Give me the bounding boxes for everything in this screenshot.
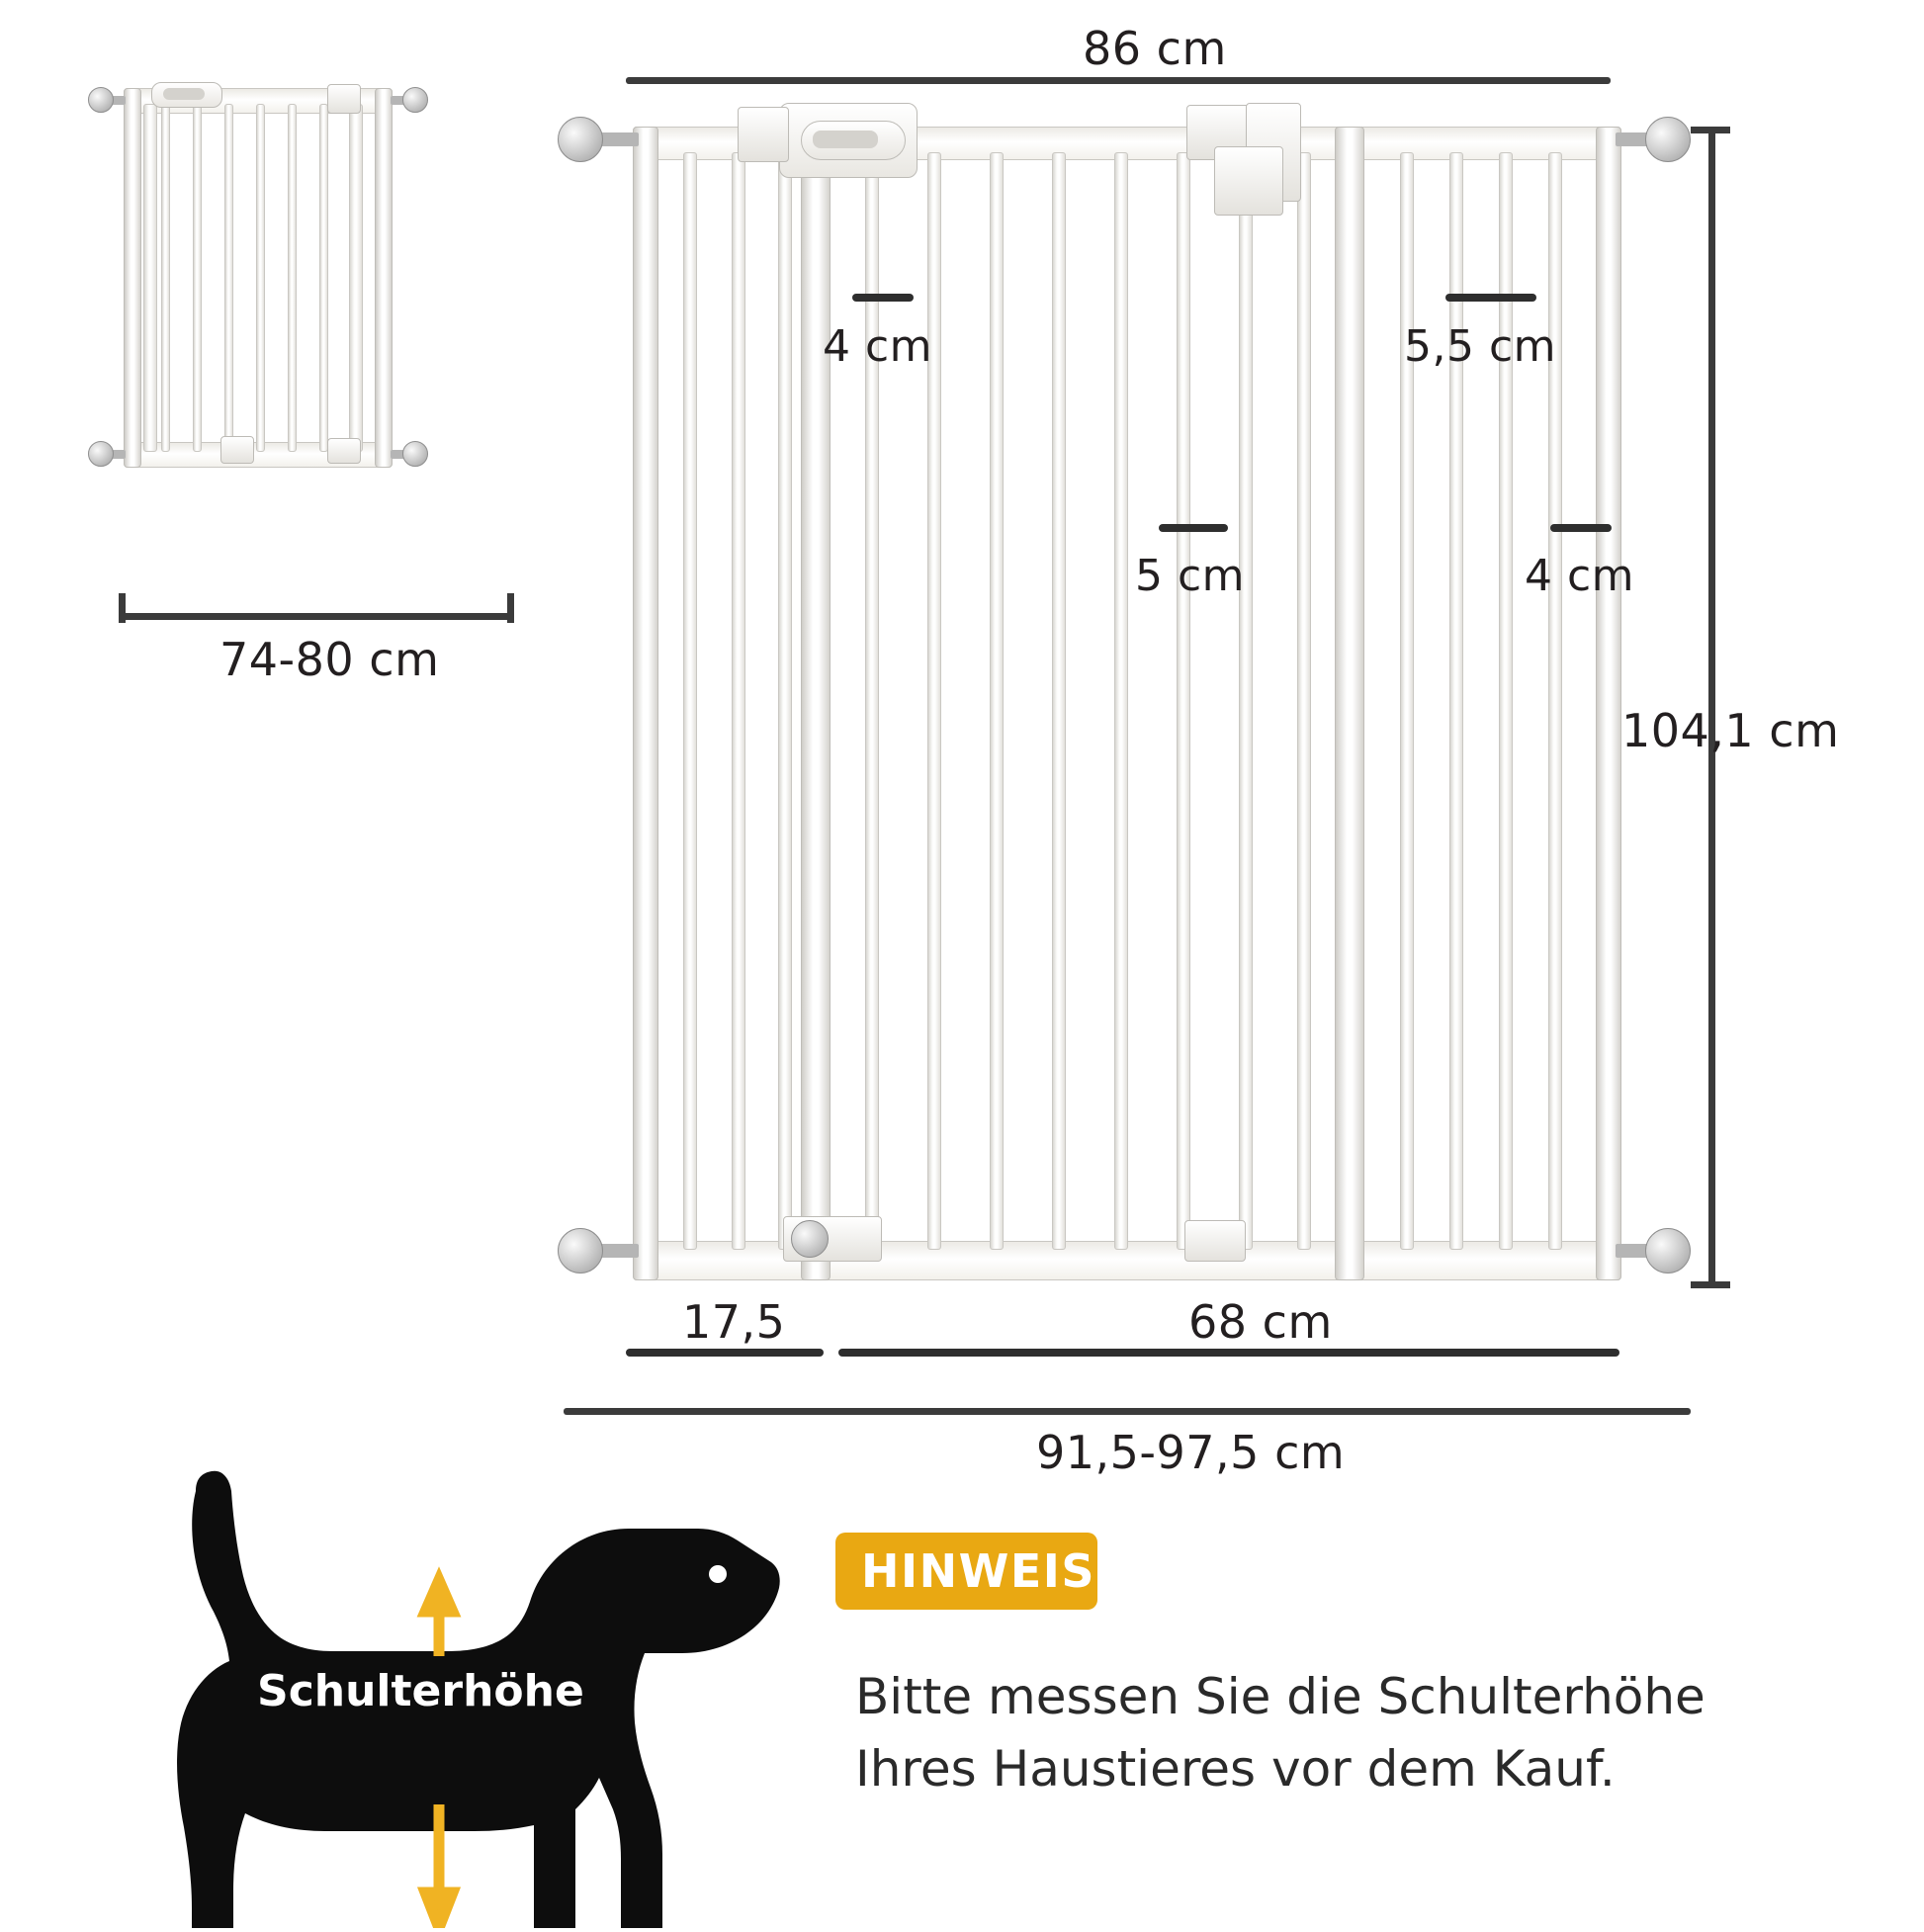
gap-label-top-right: 5,5 cm [1404, 321, 1557, 372]
main-top-width-rule [626, 77, 1611, 84]
thumb-left-post [124, 88, 141, 468]
pressure-screw-stem [599, 1244, 639, 1258]
gap-rule-top-right [1445, 294, 1536, 302]
gap-rule-mid-right [1550, 524, 1612, 532]
main-bar [1052, 152, 1066, 1250]
pressure-screw-knob-bottom-left[interactable] [558, 1228, 603, 1273]
main-bar [1114, 152, 1128, 1250]
thumb-bar [319, 104, 328, 452]
main-bar [1177, 152, 1190, 1250]
thumb-bar [256, 104, 265, 452]
thumb-screw-knob [402, 87, 428, 113]
thumb-screw-knob [88, 441, 114, 467]
thumb-width-tick-right [507, 593, 514, 623]
main-bar [1449, 152, 1463, 1250]
main-bar [1239, 152, 1253, 1250]
gap-rule-mid-left [1159, 524, 1228, 532]
thumb-bar [193, 104, 202, 452]
main-height-tick-top [1691, 127, 1730, 133]
thumb-hinge-bottom-right [327, 438, 361, 464]
pressure-screw-knob-top-right[interactable] [1645, 117, 1691, 162]
bottom-left-segment-rule [626, 1349, 824, 1357]
main-bar [1499, 152, 1513, 1250]
thumb-screw-knob [402, 441, 428, 467]
note-badge-label: HINWEIS: [861, 1544, 1115, 1598]
extension-gate-thumbnail [94, 74, 420, 484]
thumb-hinge-top [327, 84, 361, 114]
gate-hinge-bottom-right [1184, 1220, 1246, 1262]
main-safety-gate [554, 109, 1691, 1295]
bottom-right-segment-label: 68 cm [1188, 1295, 1333, 1349]
door-left-stile [801, 127, 831, 1280]
main-bar [732, 152, 745, 1250]
gap-label-mid-left: 5 cm [1135, 551, 1246, 601]
gate-latch-accent [813, 131, 878, 148]
pressure-screw-knob-top-left[interactable] [558, 117, 603, 162]
main-top-width-label: 86 cm [1083, 22, 1227, 75]
main-bar [683, 152, 697, 1250]
latch-bracket [738, 107, 789, 162]
main-bar [1548, 152, 1562, 1250]
total-width-label: 91,5-97,5 cm [1036, 1426, 1346, 1479]
door-right-stile [1335, 127, 1364, 1280]
main-bar [778, 152, 792, 1250]
pressure-screw-stem [599, 132, 639, 146]
thumb-right-post [375, 88, 393, 468]
main-bar [927, 152, 941, 1250]
main-bar [1297, 152, 1311, 1250]
main-bar [865, 152, 879, 1250]
main-left-post [633, 127, 658, 1280]
thumb-bar [143, 104, 157, 452]
gate-hinge-bottom-pivot [791, 1220, 829, 1258]
thumb-width-rule [119, 613, 514, 620]
main-height-label: 104,1 cm [1621, 704, 1840, 757]
thumb-bar [349, 104, 363, 452]
thumb-bar [161, 104, 170, 452]
pressure-screw-knob-bottom-right[interactable] [1645, 1228, 1691, 1273]
thumb-width-tick-left [119, 593, 126, 623]
main-bar [990, 152, 1004, 1250]
thumb-width-label: 74-80 cm [219, 633, 440, 686]
gap-label-top-left: 4 cm [823, 321, 933, 372]
thumb-bar [224, 104, 233, 452]
thumb-bar [288, 104, 297, 452]
gap-rule-top-left [852, 294, 914, 302]
gap-label-mid-right: 4 cm [1525, 551, 1635, 601]
note-badge [835, 1533, 1115, 1610]
dog-silhouette-block [148, 1463, 821, 1928]
main-right-post [1596, 127, 1621, 1280]
thumb-hinge-bottom [220, 436, 254, 464]
main-bar [1400, 152, 1414, 1250]
bottom-left-segment-label: 17,5 [682, 1295, 786, 1349]
note-text: Bitte messen Sie die Schulterhöhe Ihres Haustieres vor dem Kauf. [855, 1668, 1705, 1798]
gate-hinge-top-cap [1214, 146, 1283, 216]
total-width-rule [564, 1408, 1691, 1415]
bottom-right-segment-rule [838, 1349, 1619, 1357]
main-height-tick-bottom [1691, 1281, 1730, 1288]
shoulder-height-label: Schulterhöhe [257, 1666, 584, 1716]
thumb-screw-knob [88, 87, 114, 113]
thumb-latch-accent [163, 88, 205, 100]
